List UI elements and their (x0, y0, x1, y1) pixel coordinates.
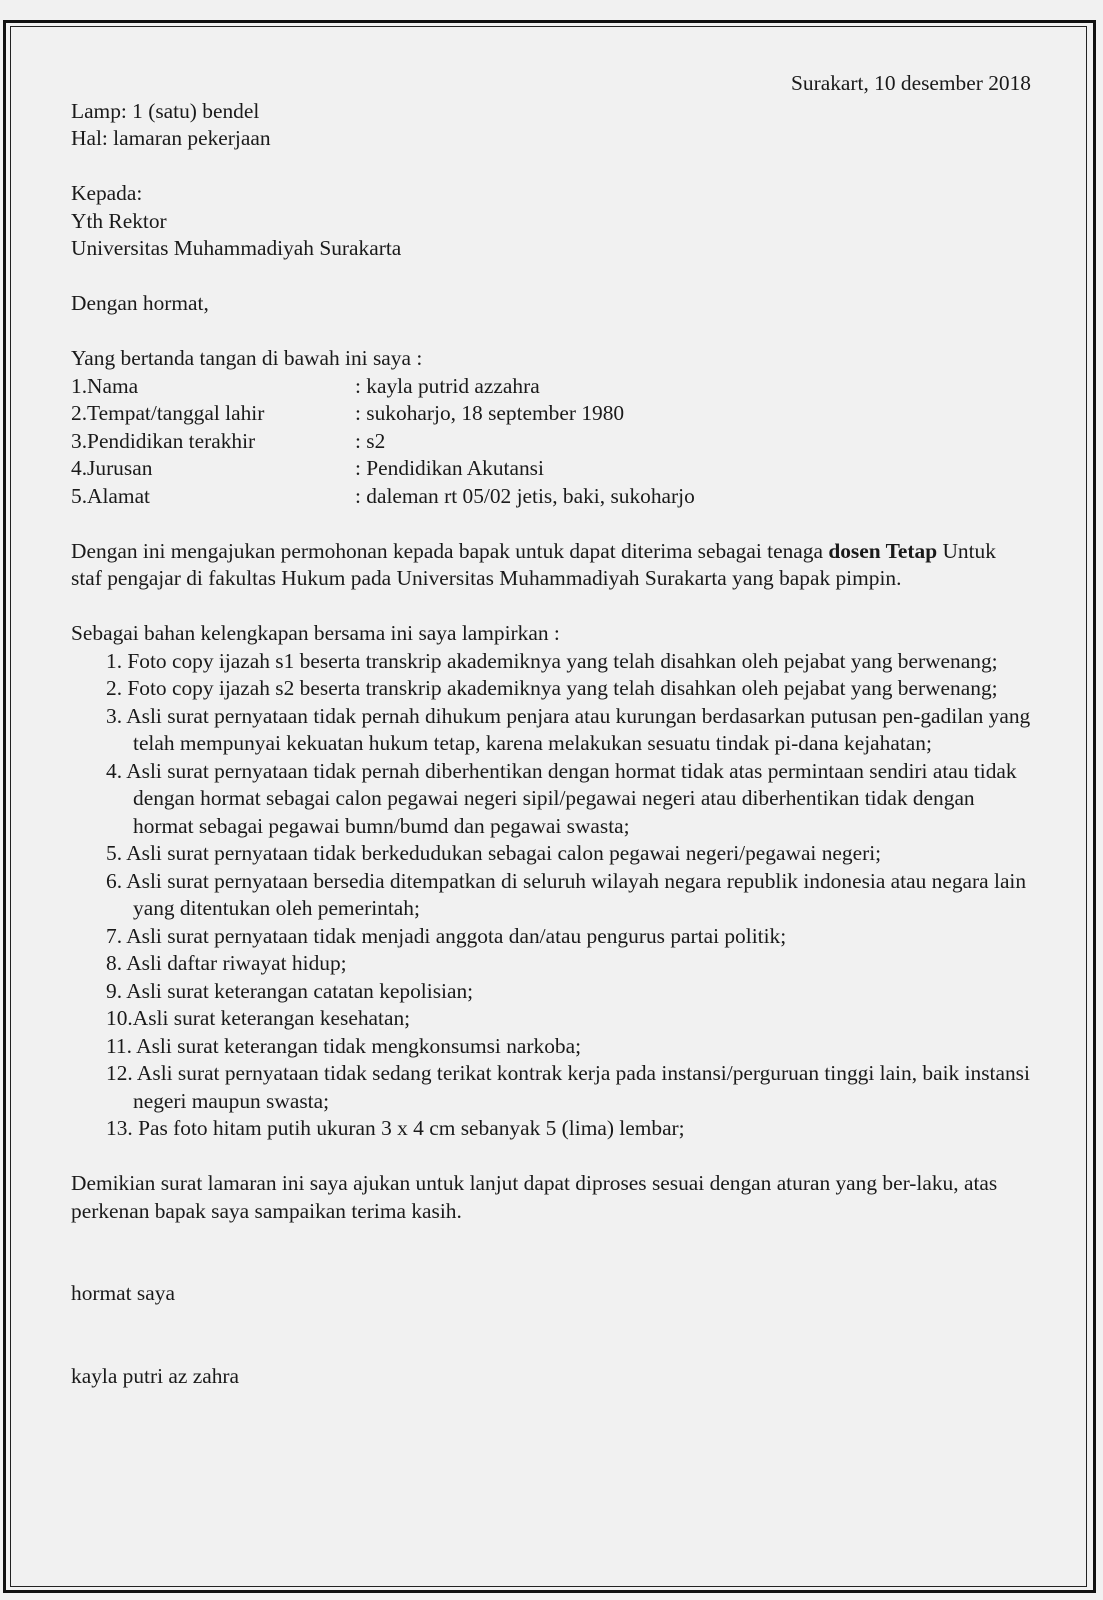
regards: hormat saya (71, 1281, 175, 1305)
identity-row (71, 373, 1031, 401)
request-paragraph (71, 538, 1031, 593)
list-item (71, 1060, 1031, 1115)
letter-date: Surakart, 10 desember 2018 (791, 71, 1031, 95)
identity-value: : daleman rt 05/02 jetis, baki, sukoharjo (355, 483, 695, 508)
list-number: 10. (106, 1006, 133, 1030)
list-item (71, 950, 1031, 978)
list-text: Asli surat pernyataan tidak berkedudukan sebagai calon pegawai negeri/pegawai negeri; (122, 841, 882, 865)
intro-text: Yang bertanda tangan di bawah ini saya : (71, 346, 423, 370)
signature-name: kayla putri az zahra (71, 1363, 240, 1388)
recipient-institution: Universitas Muhammadiyah Surakarta (71, 236, 402, 260)
request-text-post: Untuk staf pengajar di fakultas Hukum pada Universitas Muhammadiyah Surakarta yang bapak pimpin. (71, 538, 996, 590)
list-item (71, 1115, 1031, 1143)
list-text: Asli surat pernyataan bersedia ditempatkan di seluruh wilayah negara republik indonesia atau negara lain yang ditentukan oleh pemerintah; (122, 868, 1027, 920)
identity-value: : sukoharjo, 18 september 1980 (355, 401, 625, 425)
list-text: Asli surat keterangan catatan kepolisian; (122, 978, 474, 1003)
identity-row (71, 483, 1031, 511)
attachment-list (71, 648, 1031, 1143)
identity-value: : Pendidikan Akutansi (355, 456, 544, 480)
identity-row (71, 455, 1031, 483)
identity-label: 2.Tempat/tanggal lahir (71, 401, 265, 425)
list-text: Asli surat keterangan kesehatan; (132, 1006, 411, 1030)
list-item (71, 923, 1031, 951)
list-text: Asli surat pernyataan tidak sedang terikat kontrak kerja pada instansi/perguruan tinggi lain, baik instansi negeri maupun swasta; (132, 1061, 1030, 1113)
closing-paragraph: Demikian surat lamaran ini saya ajukan untuk lanjut dapat diproses sesuai dengan aturan yang ber-laku, atas perkenan bapak saya sampaikan terima kasih. (71, 1171, 998, 1223)
request-text-pre: Dengan ini mengajukan permohonan kepada bapak untuk dapat diterima sebagai tenaga (71, 538, 829, 563)
list-text: Pas foto hitam putih ukuran 3 x 4 cm sebanyak 5 (lima) lembar; (132, 1116, 685, 1140)
identity-value: : kayla putrid azzahra (355, 373, 540, 398)
list-number: 3. (106, 703, 123, 728)
list-number: 5. (106, 841, 123, 865)
list-number: 2. (106, 676, 123, 700)
salutation: Dengan hormat, (71, 291, 209, 315)
list-item (71, 758, 1031, 841)
identity-label: 4.Jurusan (71, 456, 153, 480)
identity-label: 1.Nama (71, 373, 139, 398)
list-text: Asli surat pernyataan tidak pernah diberhentikan dengan hormat tidak atas permintaan sendiri atau tidak dengan hormat sebagai calon pegawai negeri sipil/pegawai negeri atau diberhentikan tidak dengan hormat sebagai pegawai bumn/bumd dan pegawai swasta; (122, 758, 1017, 838)
list-number: 11. (106, 1033, 132, 1058)
list-item (71, 868, 1031, 923)
list-number: 6. (106, 868, 123, 893)
list-item (71, 840, 1031, 868)
identity-label: 3.Pendidikan terakhir (71, 428, 256, 453)
identity-label: 5.Alamat (71, 483, 151, 508)
list-number: 4. (106, 758, 123, 783)
list-text: Asli daftar riwayat hidup; (122, 951, 347, 975)
list-number: 12. (106, 1061, 133, 1085)
identity-row (71, 428, 1031, 456)
list-item (71, 1033, 1031, 1061)
list-item (71, 648, 1031, 676)
list-item (71, 675, 1031, 703)
list-text: Asli surat pernyataan tidak menjadi anggota dan/atau pengurus partai politik; (122, 923, 787, 948)
list-text: Asli surat pernyataan tidak pernah dihukum penjara atau kurungan berdasarkan putusan pen-gadilan yang telah mempunyai kekuatan hukum tetap, karena melakukan sesuatu tindak pi-dana kejahatan; (122, 703, 1031, 755)
recipient-label: Kepada: (71, 181, 143, 205)
list-number: 1. (106, 648, 123, 673)
request-position: dosen Tetap (828, 538, 938, 563)
list-number: 8. (106, 951, 123, 975)
list-item (71, 1005, 1031, 1033)
list-number: 7. (106, 923, 123, 948)
subject-line: Hal: lamaran pekerjaan (71, 126, 271, 150)
list-number: 9. (106, 978, 123, 1003)
list-item (71, 978, 1031, 1006)
attachments-intro: Sebagai bahan kelengkapan bersama ini saya lampirkan : (71, 621, 560, 645)
recipient-name: Yth Rektor (71, 208, 167, 233)
list-text: Foto copy ijazah s2 beserta transkrip akademiknya yang telah disahkan oleh pejabat yang berwenang; (122, 676, 998, 700)
list-text: Asli surat keterangan tidak mengkonsumsi narkoba; (131, 1033, 582, 1058)
letter-body (71, 70, 1031, 1390)
identity-row (71, 400, 1031, 428)
identity-value: : s2 (355, 428, 386, 453)
list-number: 13. (106, 1116, 133, 1140)
identity-table (71, 373, 1031, 511)
lamp-line: Lamp: 1 (satu) bendel (71, 98, 260, 123)
list-text: Foto copy ijazah s1 beserta transkrip akademiknya yang telah disahkan oleh pejabat yang berwenang; (122, 648, 998, 673)
list-item (71, 703, 1031, 758)
